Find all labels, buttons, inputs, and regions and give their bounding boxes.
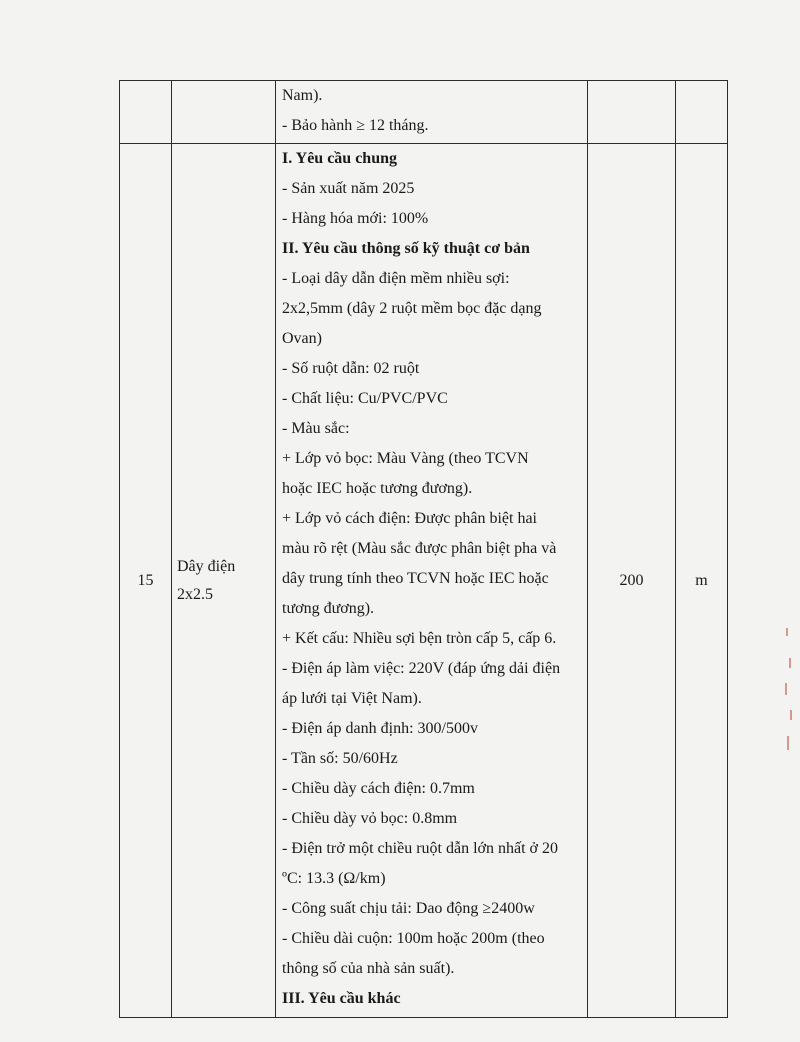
cell-no-previous <box>120 81 172 144</box>
spec-line: - Công suất chịu tải: Dao động ≥2400w <box>282 900 535 917</box>
spec-line: - Chiều dày vỏ bọc: 0.8mm <box>282 810 458 827</box>
spec-line: - Số ruột dẫn: 02 ruột <box>282 360 420 377</box>
spec-line: thông số của nhà sản suất). <box>282 960 455 977</box>
spec-line: hoặc IEC hoặc tương đương). <box>282 480 473 497</box>
spec-line: - Tần số: 50/60Hz <box>282 750 398 767</box>
spec-line: - Điện trở một chiều ruột dẫn lớn nhất ở 20 <box>282 840 558 857</box>
spec-line: - Sản xuất năm 2025 <box>282 180 415 197</box>
spec-line: - Chiều dài cuộn: 100m hoặc 200m (theo <box>282 930 545 947</box>
spec-line: + Kết cấu: Nhiều sợi bện tròn cấp 5, cấp 6. <box>282 630 557 647</box>
spec-line: 2x2,5mm (dây 2 ruột mềm bọc đặc dạng <box>282 300 542 317</box>
spec-line: + Lớp vỏ bọc: Màu Vàng (theo TCVN <box>282 450 529 467</box>
spec-line: - Điện áp làm việc: 220V (đáp ứng dải điện <box>282 660 561 677</box>
table-row-previous <box>120 81 728 144</box>
spec-line: - Hàng hóa mới: 100% <box>282 210 429 227</box>
cell-item-number: 15 <box>120 144 172 1018</box>
item-name-line: Dây điện <box>177 557 236 575</box>
cell-item-name <box>172 144 276 1018</box>
spec-line: - Loại dây dẫn điện mềm nhiều sợi: <box>282 270 510 287</box>
cell-name-previous <box>172 81 276 144</box>
spec-line: - Bảo hành ≥ 12 tháng. <box>282 117 429 134</box>
cell-spec <box>276 144 588 1018</box>
cell-unit: m <box>676 144 728 1018</box>
spec-line: tương đương). <box>282 600 375 617</box>
spec-section-heading: I. Yêu cầu chung <box>282 150 397 167</box>
spec-line: Nam). <box>282 87 323 104</box>
cell-spec-previous <box>276 81 588 144</box>
spec-line: - Điện áp danh định: 300/500v <box>282 720 478 737</box>
cell-unit-previous <box>676 81 728 144</box>
spec-section-heading: III. Yêu cầu khác <box>282 990 401 1007</box>
table-row-item-15 <box>120 144 728 1018</box>
cell-quantity-previous <box>588 81 676 144</box>
spec-line: áp lưới tại Việt Nam). <box>282 690 422 707</box>
spec-line: dây trung tính theo TCVN hoặc IEC hoặc <box>282 570 549 587</box>
item-name-line: 2x2.5 <box>177 585 213 603</box>
spec-line: - Màu sắc: <box>282 420 350 437</box>
spec-table <box>119 80 728 1018</box>
margin-stamp-marks <box>780 628 796 768</box>
spec-section-heading: II. Yêu cầu thông số kỹ thuật cơ bản <box>282 240 530 257</box>
spec-line: Ovan) <box>282 330 322 347</box>
cell-quantity: 200 <box>588 144 676 1018</box>
spec-line: ºC: 13.3 (Ω/km) <box>282 870 386 887</box>
spec-line: + Lớp vỏ cách điện: Được phân biệt hai <box>282 510 537 527</box>
spec-line: màu rõ rệt (Màu sắc được phân biệt pha và <box>282 540 557 557</box>
spec-line: - Chiều dày cách điện: 0.7mm <box>282 780 475 797</box>
spec-line: - Chất liệu: Cu/PVC/PVC <box>282 390 448 407</box>
